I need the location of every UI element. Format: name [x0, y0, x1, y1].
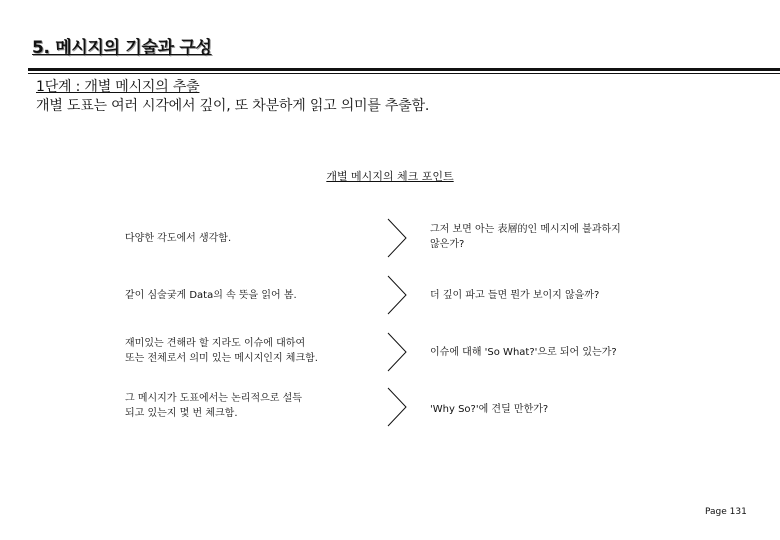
page-title: 5. 메시지의 기술과 구성 [32, 38, 212, 58]
right-line: 'Why So?'에 견딜 만한가? [430, 404, 549, 415]
left-line: 그 메시지가 도표에서는 논리적으로 설득 [125, 393, 302, 404]
page-number: Page 131 [705, 507, 747, 517]
right-line: 이슈에 대해 'So What?'으로 되어 있는가? [430, 347, 617, 358]
left-line: 같이 심술궂게 Data의 속 뜻을 읽어 봄. [125, 290, 297, 301]
check-points-title: 개별 메시지의 체크 포인트 [326, 170, 454, 183]
chevron-right-icon [386, 275, 408, 315]
title-rule-thick [28, 68, 780, 71]
left-line: 다양한 각도에서 생각함. [125, 233, 232, 244]
chevron-right-icon [386, 332, 408, 372]
right-line: 않은가? [430, 239, 465, 250]
left-line: 재미있는 견해라 할 지라도 이슈에 대하여 [125, 338, 306, 349]
step-description: 개별 도표는 여러 시각에서 깊이, 또 차분하게 읽고 의미를 추출함. [36, 98, 430, 114]
left-line: 되고 있는지 몇 번 체크함. [125, 408, 238, 419]
check-point-right [430, 288, 670, 303]
left-line: 또는 전체로서 의미 있는 메시지인지 체크함. [125, 353, 318, 364]
check-point-left [125, 336, 365, 366]
right-line: 더 깊이 파고 들면 뭔가 보이지 않을까? [430, 290, 600, 301]
check-point-left [125, 288, 365, 303]
check-point-right [430, 345, 670, 360]
chevron-right-icon [386, 387, 408, 427]
chevron-right-icon [386, 218, 408, 258]
title-rule-thin [28, 73, 780, 74]
check-point-left [125, 231, 365, 246]
step-heading: 1단계 : 개별 메시지의 추출 [36, 79, 200, 95]
right-line: 그저 보면 아는 表層的인 메시지에 불과하지 [430, 224, 621, 235]
check-point-right [430, 222, 670, 252]
check-point-right [430, 402, 670, 417]
check-point-left [125, 391, 365, 421]
